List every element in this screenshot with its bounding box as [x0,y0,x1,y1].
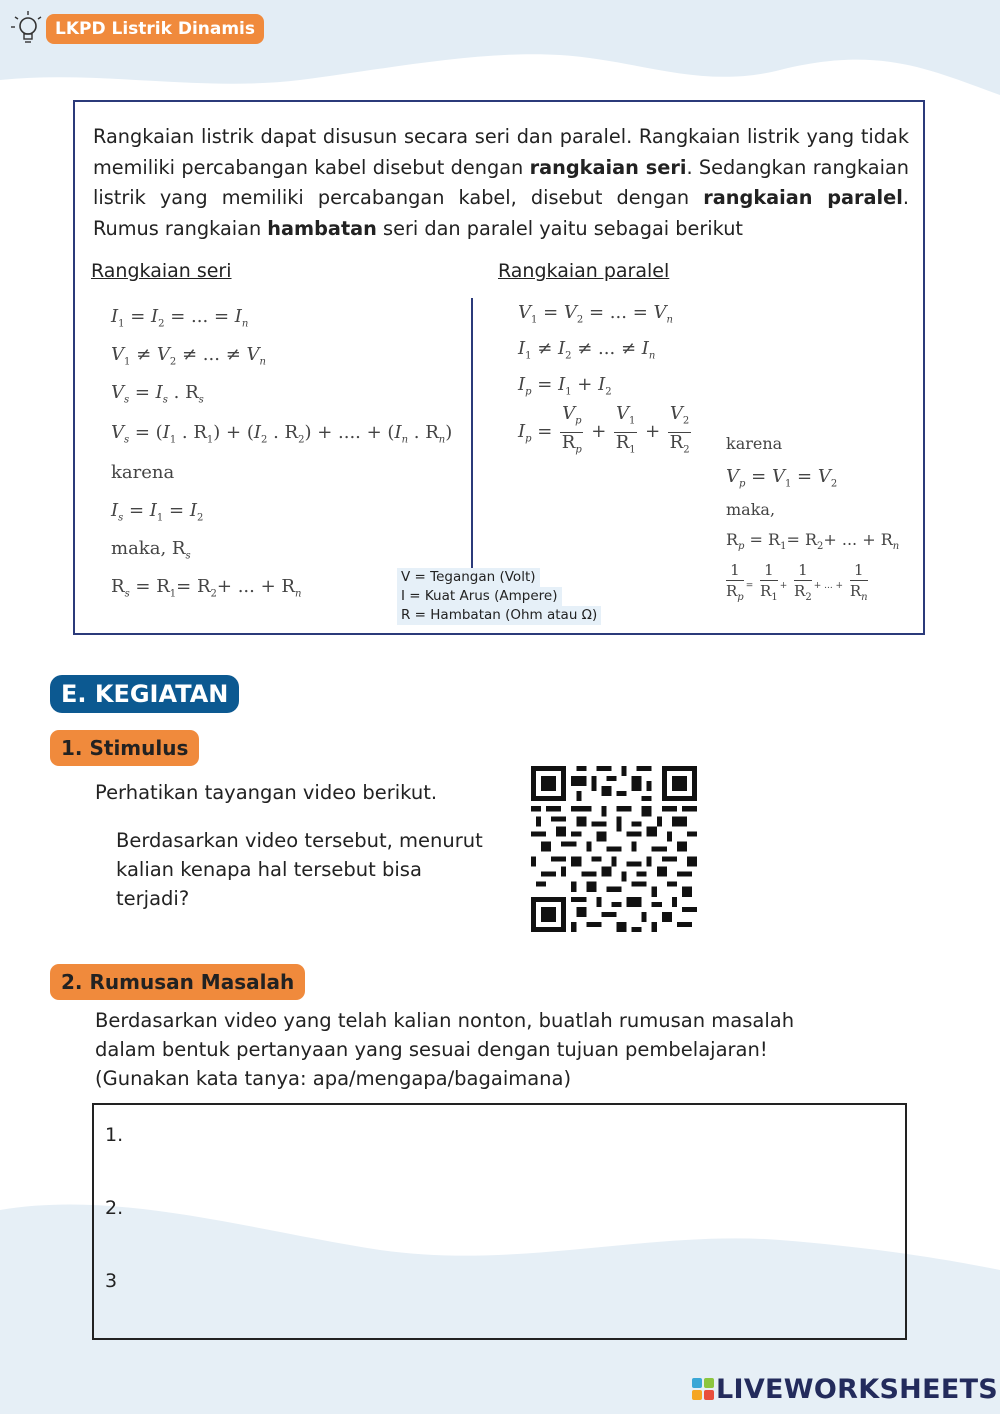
series-formula-rs: $R_s = R_1= R_2+$ ... + $R_n$ [111,576,302,600]
series-title: Rangkaian seri [91,260,232,282]
liveworksheets-logo-icon [692,1378,714,1400]
section-e-title: E. KEGIATAN [50,675,239,713]
brand-text: LIVEWORKSHEETS [716,1374,999,1405]
series-formula-voltage: $V_1 \ne V_2$ ≠ ... ≠ $V_n$ [111,344,266,368]
series-formula-vs: $V_s = I_s$ . $R_s$ [111,382,204,406]
legend-item-resistance: R = Hambatan (Ohm atau Ω) [397,606,601,625]
series-formula-is: $I_s = I_1 = I_2$ [111,500,204,524]
worksheet-title-badge: LKPD Listrik Dinamis [46,14,264,44]
answer-input-1[interactable] [134,1122,888,1154]
stimulus-instruction: Perhatikan tayangan video berikut. [95,781,438,804]
legend-item-current: I = Kuat Arus (Ampere) [397,587,562,606]
qr-code-icon[interactable] [531,766,697,932]
lightbulb-icon [6,6,48,48]
legend-item-voltage: V = Tegangan (Volt) [397,568,540,587]
parallel-formula-ip-ratio: $I_p$ = $\frac{V_p}{R_p}$ + $\frac{V_1}{R_1}$ + $\frac{V_2}{R_2}$ [518,403,690,456]
parallel-formula-vp: $V_p = V_1 = V_2$ [726,466,838,490]
symbol-legend [397,568,601,625]
parallel-karena: karena [726,434,783,453]
answer-number-1: 1. [105,1124,124,1146]
series-formula-vs-sum: $V_s = (I_1$ . $R_1) + (I_2$ . $R_2$) + .... + ($I_n$ . $R_n$) [111,422,453,446]
rumusan-title: 2. Rumusan Masalah [50,964,305,1000]
rumusan-instructions: Berdasarkan video yang telah kalian nonton, buatlah rumusan masalah dalam bentuk pertanyaan yang sesuai dengan tujuan pembelajaran! (Gunakan kata tanya: apa/mengapa/bagaimana) [95,1009,795,1090]
theory-box [73,100,925,635]
stimulus-question: Berdasarkan video tersebut, menurut kalian kenapa hal tersebut bisa terjadi? [116,829,483,910]
parallel-maka: maka, [726,500,776,519]
answer-input-3[interactable] [134,1268,888,1300]
parallel-title: Rangkaian paralel [498,260,670,282]
parallel-formula-rp: $R_p = R_1= R_2+$ ... + $R_n$ [726,530,900,553]
parallel-formula-voltage: $V_1 = V_2$ = ... = $V_n$ [518,302,673,326]
column-divider [471,298,473,570]
liveworksheets-brand[interactable] [692,1374,998,1405]
series-karena: karena [111,462,175,483]
intro-paragraph: Rangkaian listrik dapat disusun secara seri dan paralel. Rangkaian listrik yang tidak memiliki percabangan kabel disebut dengan rangkaian seri. Sedangkan rangkaian listrik yang memiliki percabangan kabel, disebut dengan rangkaian paralel. Rumus rangkaian hambatan seri dan paralel yaitu sebagai berikut [93,125,909,240]
answer-box [92,1103,907,1340]
series-maka: maka, $R_s$ [111,538,191,562]
stimulus-title: 1. Stimulus [50,730,199,766]
parallel-formula-reciprocal: $\frac{1}{R_p}$ = $\frac{1}{R_1}$ + $\frac{1}{R_2}$ + ... + $\frac{1}{R_n}$ [726,561,868,603]
answer-number-2: 2. [105,1197,124,1219]
parallel-formula-ip-sum: $I_p = I_1 + I_2$ [518,374,612,398]
answer-input-2[interactable] [134,1195,888,1227]
parallel-formula-current: $I_1 \ne I_2$ ≠ ... ≠ $I_n$ [518,338,656,362]
series-formula-current: $I_1 = I_2$ = ... = $I_n$ [111,306,249,330]
answer-number-3: 3 [105,1270,118,1292]
